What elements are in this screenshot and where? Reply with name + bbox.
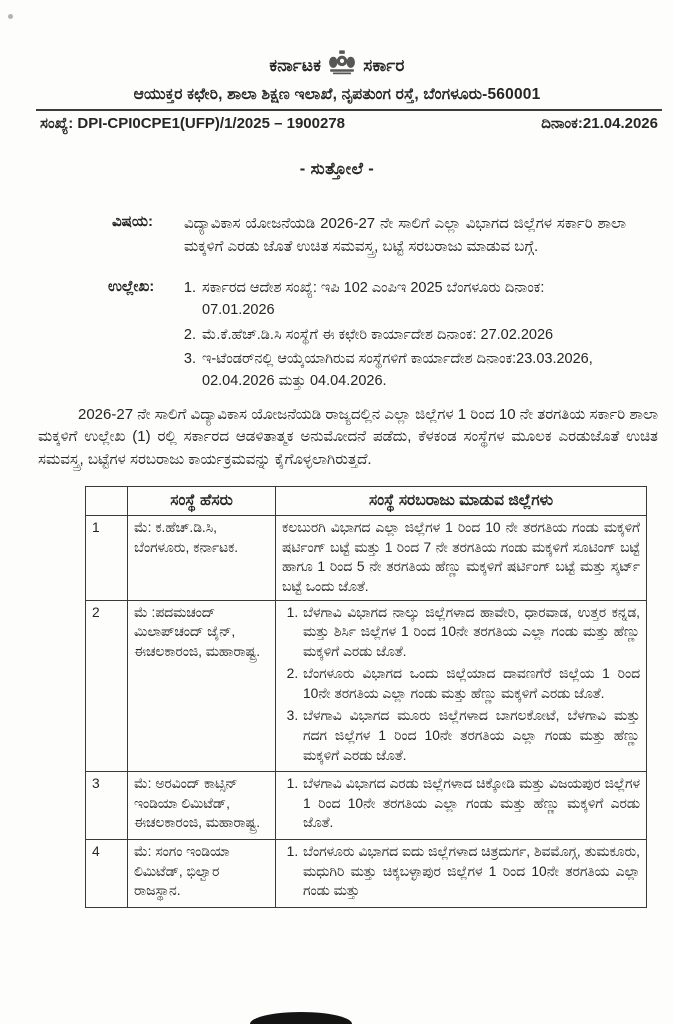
body-paragraph: 2026-27 ನೇ ಸಾಲಿಗೆ ವಿದ್ಯಾವಿಕಾಸ ಯೋಜನೆಯಡಿ ರಾಜ್ಯದಲ್ಲಿನ ಎಲ್ಲಾ ಜಿಲ್ಲೆಗಳ 1 ರಿಂದ 10 ನೇ ತರಗತಿಯ ಸರ್ಕಾರಿ ಶಾಲಾ ಮಕ್ಕಳಿಗೆ ಉಲ್ಲೇಖ (1) ರಲ್ಲಿ ಸರ್ಕಾರದ ಆಡಳಿತಾತ್ಮಕ ಅನುಮೋದನೆ ಪಡೆದು, ಕೆಳಕಂಡ ಸಂಸ್ಥೆಗಳ ಮೂಲಕ ಎರಡುಜೊತೆ ಉಚಿತ ಸಮವಸ್ತ್ರ, ಬಟ್ಟೆಗಳ ಸರಬರಾಜು ಕಾರ್ಯಕ್ರಮವನ್ನು ಕೈಗೊಳ್ಳಲಾಗಿರುತ್ತದೆ. [38,405,658,468]
districts-list [282,603,640,766]
subject-section [112,213,626,258]
districts-list [282,842,640,901]
reference-section [108,278,616,396]
table-header-row [86,487,647,516]
header-divider [36,109,662,111]
table-row [86,600,647,772]
row-institution: ಮೆ: ಕ.ಹೆಚ್.ಡಿ.ಸಿ, ಬೆಂಗಳೂರು, ಕರ್ನಾಟಕ. [128,516,276,600]
reference-item: 3. ಇ-ಟೆಂಡರ್‌ನಲ್ಲಿ ಆಯ್ಕೆಯಾಗಿರುವ ಸಂಸ್ಥೆಗಳಿಗೆ ಕಾರ್ಯಾದೇಶ ದಿನಾಂಕ:23.03.2026, 02.04.2026 ಮತ್ತು 04.04.2026. [200,349,616,393]
karnataka-state-emblem-icon [328,50,356,81]
row-districts: ಕಲಬುರಗಿ ವಿಭಾಗದ ಎಲ್ಲಾ ಜಿಲ್ಲೆಗಳ 1 ರಿಂದ 10 ನೇ ತರಗತಿಯ ಗಂಡು ಮಕ್ಕಳಿಗೆ ಷರ್ಟಿಂಗ್ ಬಟ್ಟೆ ಮತ್ತು 1 ರಿಂದ 7 ನೇ ತರಗತಿಯ ಗಂಡು ಮಕ್ಕಳಿಗೆ ಸೂಟಿಂಗ್ ಬಟ್ಟೆ ಹಾಗೂ 1 ರಿಂದ 5 ನೇ ತರಗತಿಯ ಹೆಣ್ಣು ಮಕ್ಕಳಿಗೆ ಷರ್ಟಿಂಗ್ ಬಟ್ಟೆ ಮತ್ತು ಸ್ಕರ್ಟ್ ಬಟ್ಟೆ ಒಂದು ಜೊತೆ. [276,516,647,600]
row-institution: ಮೆ :ಪದಮಚಂದ್ ಮಿಲಾಪ್‌ಚಂದ್ ಜೈನ್, ಈಚಲಕಾರಂಜಿ, ಮಹಾರಾಷ್ಟ್ರ. [128,600,276,772]
row-serial: 3 [86,772,128,840]
table-row [86,839,647,907]
reference-item: 2. ಮೆ.ಕೆ.ಹೆಚ್.ಡಿ.ಸಿ ಸಂಸ್ಥೆಗೆ ಈ ಕಛೇರಿ ಕಾರ್ಯಾದೇಶ ದಿನಾಂಕ: 27.02.2026 [200,325,616,347]
government-title-line [0,50,674,81]
table-row [86,516,647,600]
subject-text: ವಿದ್ಯಾವಿಕಾಸ ಯೋಜನೆಯಡಿ 2026-27 ನೇ ಸಾಲಿಗೆ ಎಲ್ಲಾ ವಿಭಾಗದ ಜಿಲ್ಲೆಗಳ ಸರ್ಕಾರಿ ಶಾಲಾ ಮಕ್ಕಳಿಗೆ ಎರಡು ಜೊತೆ ಉಚಿತ ಸಮವಸ್ತ್ರ, ಬಟ್ಟೆ ಸರಬರಾಜು ಮಾಡುವ ಬಗ್ಗೆ. [184,215,626,255]
stamp-shadow-artifact [250,1012,352,1024]
table-header-serial [86,487,128,516]
table-header-institution: ಸಂಸ್ಥೆ ಹೆಸರು [128,487,276,516]
document-header [0,0,674,104]
supplier-districts-table [85,486,647,907]
row-serial: 1 [86,516,128,600]
circular-date-value: 21.04.2026 [582,115,658,132]
table-row [86,772,647,840]
reference-item: 1. ಸರ್ಕಾರದ ಆದೇಶ ಸಂಖ್ಯೆ: ಇಪಿ 102 ಎಂಪಿಇ 2025 ಬೆಂಗಳೂರು ದಿನಾಂಕ: 07.01.2026 [200,278,616,322]
row-districts [276,772,647,840]
govt-name-right: ಸರ್ಕಾರ [363,55,405,75]
district-item: 1. ಬೆಳಗಾವಿ ವಿಭಾಗದ ಎರಡು ಜಿಲ್ಲೆಗಳಾದ ಚಿಕ್ಕೋಡಿ ಮತ್ತು ವಿಜಯಪುರ ಜಿಲ್ಲೆಗಳ 1 ರಿಂದ 10ನೇ ತರಗತಿಯ ಎಲ್ಲಾ ಗಂಡು ಮತ್ತು ಹೆಣ್ಣು ಮಕ್ಕಳಿಗೆ ಎರಡು ಜೊತೆ. [302,774,640,833]
row-institution: ಮೆ: ಅರವಿಂದ್ ಕಾಟ್ಸಿನ್ ಇಂಡಿಯಾ ಲಿಮಿಟೆಡ್, ಈಚಲಕಾರಂಜಿ, ಮಹಾರಾಷ್ಟ್ರ. [128,772,276,840]
row-serial: 4 [86,839,128,907]
row-institution: ಮೆ: ಸಂಗಂ ಇಂಡಿಯಾ ಲಿಮಿಟೆಡ್, ಭಿಲ್ವಾರ ರಾಜಸ್ಥಾನ. [128,839,276,907]
district-item: 1. ಬೆಂಗಳೂರು ವಿಭಾಗದ ಐದು ಜಿಲ್ಲೆಗಳಾದ ಚಿತ್ರದುರ್ಗ, ಶಿವಮೊಗ್ಗ, ತುಮಕೂರು, ಮಧುಗಿರಿ ಮತ್ತು ಚಿಕ್ಕಬಳ್ಳಾಪುರ ಜಿಲ್ಲೆಗಳ 1 ರಿಂದ 10ನೇ ತರಗತಿಯ ಎಲ್ಲಾ ಗಂಡು ಮತ್ತು [302,842,640,901]
district-item: 3. ಬೆಳಗಾವಿ ವಿಭಾಗದ ಮೂರು ಜಿಲ್ಲೆಗಳಾದ ಬಾಗಲಕೋಟೆ, ಬೆಳಗಾವಿ ಮತ್ತು ಗದಗ ಜಿಲ್ಲೆಗಳ 1 ರಿಂದ 10ನೇ ತರಗತಿಯ ಎಲ್ಲಾ ಗಂಡು ಮತ್ತು ಹೆಣ್ಣು ಮಕ್ಕಳಿಗೆ ಎರಡು ಜೊತೆ. [302,706,640,765]
row-districts [276,600,647,772]
districts-list [282,774,640,833]
row-serial: 2 [86,600,128,772]
circular-number-label: ಸಂಖ್ಯೆ: [40,115,74,132]
circular-date [541,115,658,132]
reference-label: ಉಲ್ಲೇಖ: [108,278,155,295]
circular-number [40,115,345,132]
circular-number-value: DPI-CPI0CPE1(UFP)/1/2025 – 1900278 [77,115,346,132]
document-title: - ಸುತ್ತೋಲೆ - [299,160,375,178]
circular-date-label: ದಿನಾಂಕ: [541,115,583,132]
district-item: 1. ಬೆಳಗಾವಿ ವಿಭಾಗದ ನಾಲ್ಕು ಜಿಲ್ಲೆಗಳಾದ ಹಾವೇರಿ, ಧಾರವಾಡ, ಉತ್ತರ ಕನ್ನಡ, ಮತ್ತು ಶಿರ್ಸಿ ಜಿಲ್ಲೆಗಳ 1 ರಿಂದ 10ನೇ ತರಗತಿಯ ಎಲ್ಲಾ ಗಂಡು ಮತ್ತು ಹೆಣ್ಣು ಮಕ್ಕಳಿಗೆ ಎರಡು ಜೊತೆ. [302,603,640,662]
row-districts [276,839,647,907]
subject-label: ವಿಷಯ: [112,213,153,230]
govt-name-left: ಕರ್ನಾಟಕ [269,55,322,75]
office-address-line: ಆಯುಕ್ತರ ಕಛೇರಿ, ಶಾಲಾ ಶಿಕ್ಷಣ ಇಲಾಖೆ, ನೃಪತುಂಗ ರಸ್ತೆ, ಬೆಂಗಳೂರು-560001 [133,86,541,103]
table-header-districts: ಸಂಸ್ಥೆ ಸರಬರಾಜು ಮಾಡುವ ಜಿಲ್ಲೆಗಳು [276,487,647,516]
district-item: 2. ಬೆಂಗಳೂರು ವಿಭಾಗದ ಒಂದು ಜಿಲ್ಲೆಯಾದ ದಾವಣಗೆರೆ ಜಿಲ್ಲೆಯ 1 ರಿಂದ 10ನೇ ತರಗತಿಯ ಎಲ್ಲಾ ಗಂಡು ಮತ್ತು ಹೆಣ್ಣು ಮಕ್ಕಳಿಗೆ ಎರಡು ಜೊತೆ. [302,664,640,703]
reference-number-row [40,115,658,132]
scan-speck-artifact [8,14,13,19]
reference-list [178,278,616,396]
